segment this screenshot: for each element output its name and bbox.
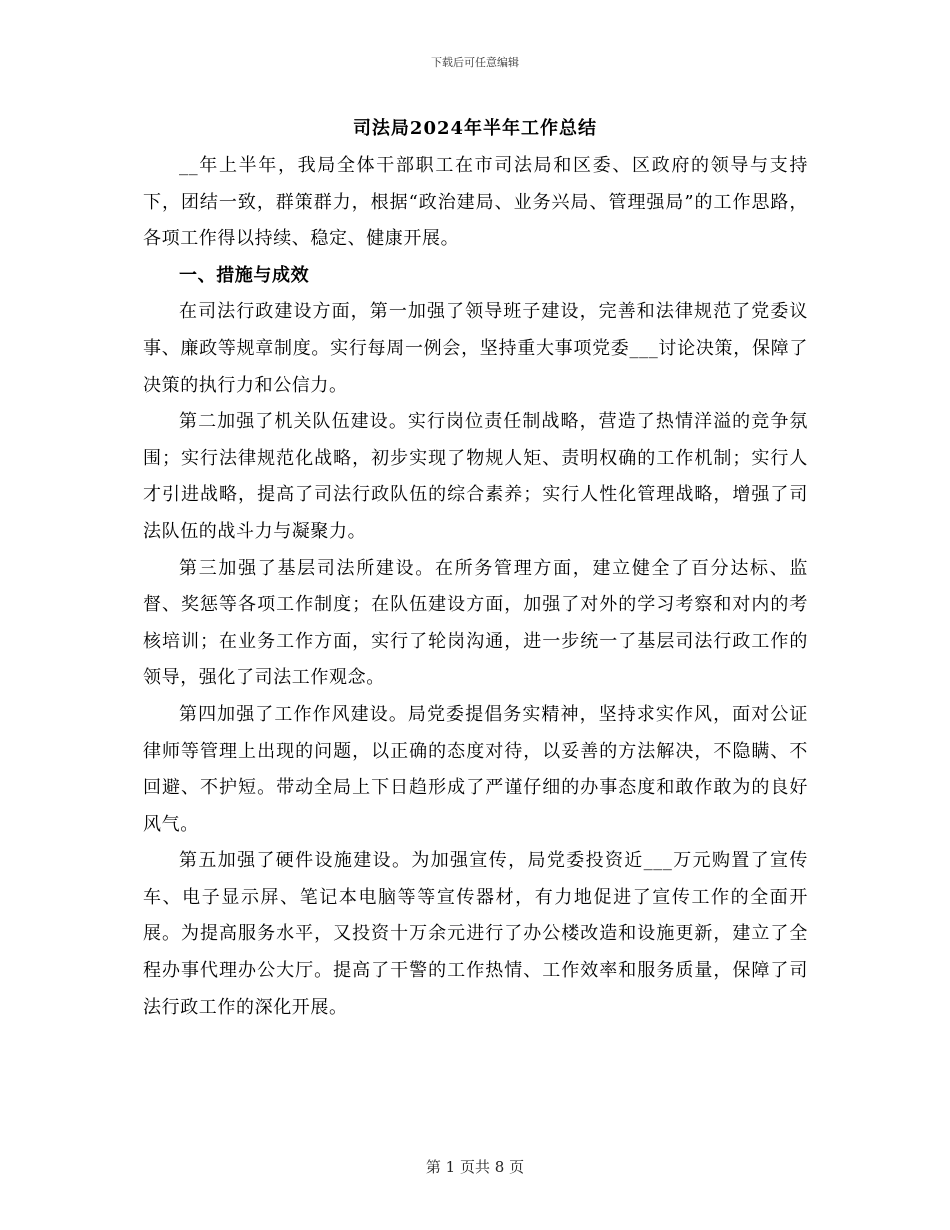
document-title: 司法局2024年半年工作总结 bbox=[352, 118, 598, 139]
body-paragraph: 第五加强了硬件设施建设。为加强宣传，局党委投资近___万元购置了宣传车、电子显示屏、笔记本电脑等等宣传器材，有力地促进了宣传工作的全面开展。为提高服务水平，又投资十万余元进行了办公楼改造和设施更新，建立了全程办事代理办公大厅。提高了干警的工作热情、工作效率和服务质量，保障了司法行政工作的深化开展。 bbox=[143, 850, 808, 1018]
document-body bbox=[143, 148, 808, 1026]
intro-paragraph: __年上半年，我局全体干部职工在市司法局和区委、区政府的领导与支持下，团结一致，群策群力，根据“政治建局、业务兴局、管理强局”的工作思路，各项工作得以持续、稳定、健康开展。 bbox=[143, 155, 808, 250]
section-heading: 一、措施与成效 bbox=[179, 264, 310, 286]
page-number-footer: 第 1 页共 8 页 bbox=[425, 1158, 525, 1176]
body-paragraph: 第三加强了基层司法所建设。在所务管理方面，建立健全了百分达标、监督、奖惩等各项工作制度；在队伍建设方面，加强了对外的学习考察和对内的考核培训；在业务工作方面，实行了轮岗沟通，进一步统一了基层司法行政工作的领导，强化了司法工作观念。 bbox=[143, 557, 808, 689]
body-paragraph: 在司法行政建设方面，第一加强了领导班子建设，完善和法律规范了党委议事、廉政等规章制度。实行每周一例会，坚持重大事项党委___讨论决策，保障了决策的执行力和公信力。 bbox=[143, 301, 808, 396]
header-note: 下载后可任意编辑 bbox=[431, 56, 519, 69]
body-paragraph: 第二加强了机关队伍建设。实行岗位责任制战略，营造了热情洋溢的竞争氛围；实行法律规范化战略，初步实现了物规人矩、责明权确的工作机制；实行人才引进战略，提高了司法行政队伍的综合素养；实行人性化管理战略，增强了司法队伍的战斗力与凝聚力。 bbox=[143, 411, 808, 542]
body-paragraph: 第四加强了工作作风建设。局党委提倡务实精神，坚持求实作风，面对公证律师等管理上出现的问题，以正确的态度对待，以妥善的方法解决，不隐瞒、不回避、不护短。带动全局上下日趋形成了严谨仔细的办事态度和敢作敢为的良好风气。 bbox=[143, 703, 808, 835]
